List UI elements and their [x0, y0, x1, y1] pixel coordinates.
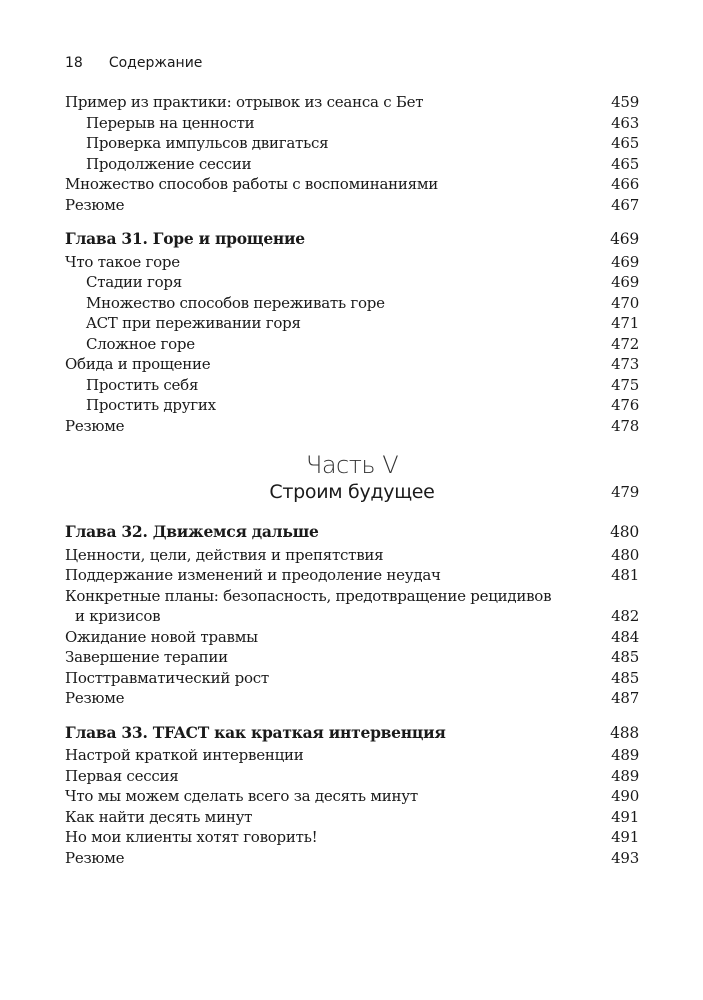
toc-entry-page: 469 — [611, 252, 639, 271]
toc-subentry — [65, 272, 639, 293]
toc-subentry — [65, 154, 639, 175]
toc-entry-title: Множество способов переживать горе — [86, 293, 385, 312]
toc-entry — [65, 688, 639, 709]
chapter-title: Глава 33. TFACT как краткая интервенция — [65, 722, 446, 742]
toc-entry-page: 473 — [611, 355, 639, 373]
toc-entry-page: 469 — [611, 273, 639, 291]
toc-entry-page: 491 — [611, 807, 639, 826]
toc-entry — [65, 647, 639, 668]
toc-entry-title: Резюме — [65, 195, 125, 214]
chapter-title: Глава 31. Горе и прощение — [65, 229, 305, 248]
running-header — [65, 55, 202, 71]
toc-entry-title: Пример из практики: отрывок из сеанса с Бет — [65, 93, 424, 111]
toc-entry-page: 490 — [611, 787, 639, 805]
toc-entry-page: 481 — [611, 566, 639, 584]
toc-entry-page: 471 — [611, 314, 639, 332]
part-label: Часть V — [305, 451, 399, 479]
running-title: Содержание — [108, 55, 203, 71]
part-page: 479 — [611, 483, 639, 501]
chapter-page: 480 — [610, 523, 639, 541]
toc-entry-page: 465 — [611, 134, 639, 152]
toc-entry-page: 475 — [611, 375, 639, 394]
toc-entry-title: Стадии горя — [86, 273, 182, 291]
toc-entry-title: Конкретные планы: безопасность, предотвращение рецидивов — [65, 586, 552, 605]
toc-entry — [65, 92, 639, 113]
toc-entry-title: Продолжение сессии — [86, 154, 252, 173]
toc-entry-page: 491 — [611, 828, 639, 846]
chapter-heading — [65, 522, 639, 543]
toc-entry — [65, 786, 639, 807]
chapter-heading — [65, 723, 639, 744]
toc-entry-title: Множество способов работы с воспоминаниями — [65, 175, 439, 193]
toc-entry-page: 484 — [611, 627, 639, 646]
toc-entry — [65, 627, 639, 648]
toc-entry — [65, 766, 639, 787]
toc-entry-title: Что такое горе — [65, 252, 180, 271]
toc-entry-title: Как найти десять минут — [65, 807, 253, 826]
toc-subentry — [65, 334, 639, 355]
toc-entry-title: Первая сессия — [65, 766, 179, 785]
toc-entry-title: Сложное горе — [86, 334, 195, 353]
toc-entry-page: 476 — [611, 396, 639, 414]
part-title: Строим будущее — [269, 481, 435, 503]
toc-entry-page: 487 — [611, 689, 639, 707]
toc-entry-page: 459 — [611, 93, 639, 111]
toc-entry-title: Перерыв на ценности — [86, 113, 255, 132]
toc-entry-page: 493 — [611, 848, 639, 867]
toc-entry-page: 485 — [611, 668, 639, 687]
toc-entry-page: 480 — [611, 545, 639, 564]
toc-subentry — [65, 313, 639, 334]
toc-subentry — [65, 133, 639, 154]
toc-entry-page: 485 — [611, 648, 639, 666]
toc-entry-title: Резюме — [65, 848, 125, 867]
toc-entry-page: 489 — [611, 766, 639, 785]
toc-entry-page: 470 — [611, 293, 639, 312]
toc-entry-title: Простить себя — [86, 375, 199, 394]
toc-entry-title: Резюме — [65, 689, 125, 707]
toc-entry — [65, 354, 639, 375]
toc-entry — [65, 174, 639, 195]
toc-entry-title: ACT при переживании горя — [86, 314, 301, 332]
toc-entry-page: 478 — [611, 416, 639, 435]
toc-entry-title: Ценности, цели, действия и препятствия — [65, 545, 384, 564]
toc-entry-title: Проверка импульсов двигаться — [86, 134, 329, 152]
toc-entry — [65, 827, 639, 848]
toc-entry-title: Посттравматический рост — [65, 668, 269, 687]
chapter-title: Глава 32. Движемся дальше — [65, 522, 319, 541]
page-number: 18 — [65, 55, 83, 71]
toc-entry-title: Простить других — [86, 396, 216, 414]
table-of-contents — [65, 92, 639, 868]
toc-entry-title: Настрой краткой интервенции — [65, 746, 304, 764]
toc-subentry — [65, 375, 639, 396]
toc-entry — [65, 252, 639, 273]
toc-entry — [65, 416, 639, 437]
toc-entry — [65, 745, 639, 766]
toc-entry — [65, 195, 639, 216]
toc-entry-page: 465 — [611, 154, 639, 173]
toc-subentry — [65, 113, 639, 134]
toc-subentry — [65, 395, 639, 416]
toc-entry-page: 466 — [611, 175, 639, 193]
toc-entry-title: Но мои клиенты хотят говорить! — [65, 828, 318, 846]
toc-entry-page: 489 — [611, 746, 639, 764]
toc-entry-title: Резюме — [65, 416, 125, 435]
toc-entry-page: 482 — [611, 607, 639, 625]
toc-entry-title: Поддержание изменений и преодоление неудач — [65, 566, 441, 584]
toc-entry-page: 472 — [611, 334, 639, 353]
toc-entry-title: Завершение терапии — [65, 648, 228, 666]
toc-entry — [65, 586, 639, 607]
toc-entry-page: 467 — [611, 195, 639, 214]
chapter-heading — [65, 229, 639, 250]
part-heading — [65, 450, 639, 508]
toc-entry — [65, 848, 639, 869]
toc-entry-title: и кризисов — [75, 607, 161, 625]
toc-entry-title: Ожидание новой травмы — [65, 627, 258, 646]
chapter-page: 488 — [610, 723, 639, 742]
toc-entry-continuation — [65, 606, 639, 627]
toc-subentry — [65, 293, 639, 314]
toc-entry — [65, 545, 639, 566]
toc-entry-page: 463 — [611, 113, 639, 132]
toc-entry — [65, 565, 639, 586]
toc-entry-title: Обида и прощение — [65, 355, 211, 373]
toc-entry — [65, 807, 639, 828]
toc-entry-title: Что мы можем сделать всего за десять минут — [65, 787, 418, 805]
toc-entry — [65, 668, 639, 689]
chapter-page: 469 — [610, 230, 639, 248]
